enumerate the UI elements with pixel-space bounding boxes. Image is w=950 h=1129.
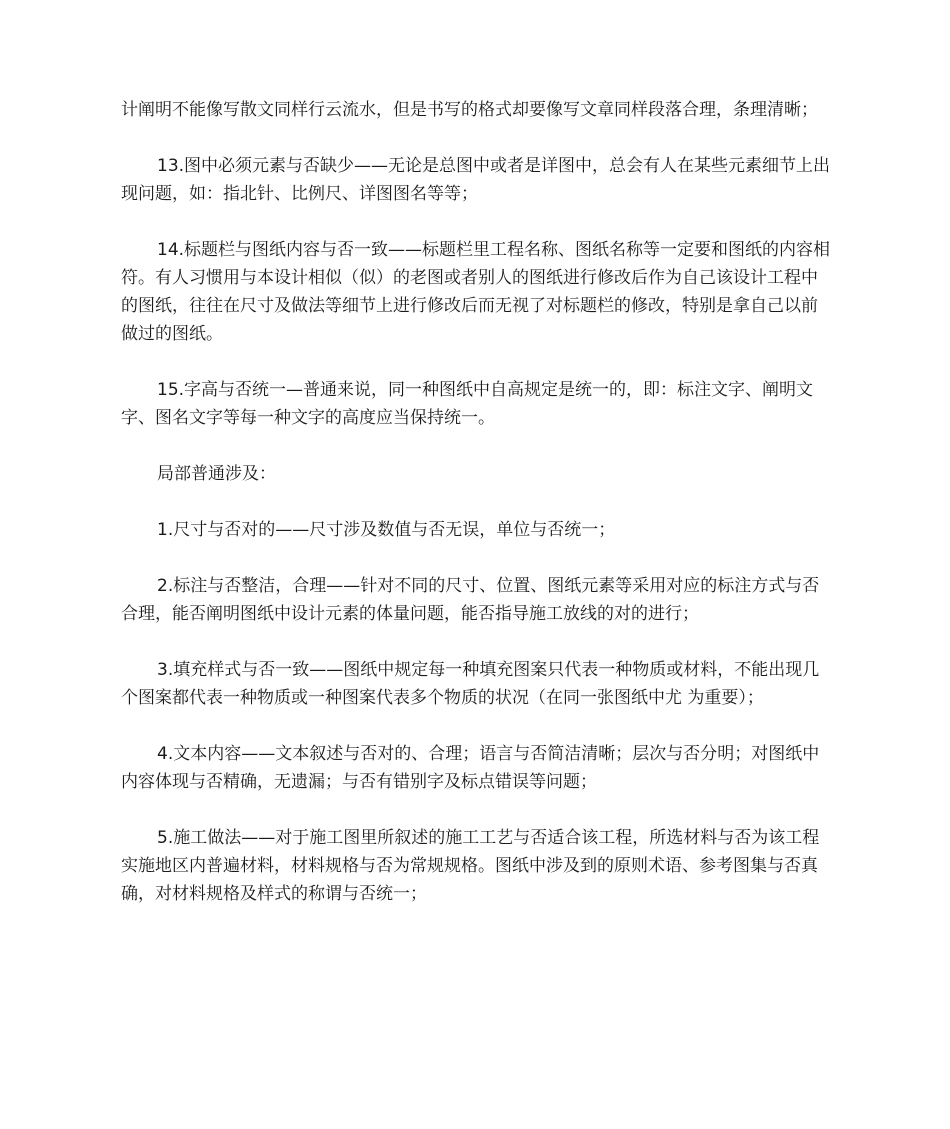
paragraph-continued: 计阐明不能像写散文同样行云流水，但是书写的格式却要像写文章同样段落合理，条理清晰；: [121, 100, 818, 120]
paragraph-item-15: 15.字高与否统一—普通来说，同一种图纸中自高规定是统一的，即：标注文字、阐明文字、图名文字等每一种文字的高度应当保持统一。: [121, 380, 814, 428]
paragraph-item-14: 14.标题栏与图纸内容与否一致——标题栏里工程名称、图纸名称等一定要和图纸的内容相符。有人习惯用与本设计相似（似）的老图或者别人的图纸进行修改后作为自己该设计工程中的图纸，往往在尺寸及做法等细节上进行修改后而无视了对标题栏的修改，特别是拿自己以前做过的图纸。: [121, 240, 831, 344]
paragraph-local-5: 5.施工做法——对于施工图里所叙述的施工工艺与否适合该工程，所选材料与否为该工程实施地区内普遍材料，材料规格与否为常规规格。图纸中涉及到的原则术语、参考图集与否真确，对材料规格及样式的称谓与否统一；: [121, 828, 820, 904]
section-heading-local: 局部普通涉及：: [157, 464, 276, 484]
paragraph-local-1: 1.尺寸与否对的——尺寸涉及数值与否无误，单位与否统一；: [157, 520, 616, 540]
paragraph-local-3: 3.填充样式与否一致——图纸中规定每一种填充图案只代表一种物质或材料，不能出现几个图案都代表一种物质或一种图案代表多个物质的状况（在同一张图纸中尤 为重要）；: [121, 660, 820, 708]
paragraph-local-4: 4.文本内容——文本叙述与否对的、合理；语言与否简洁清晰；层次与否分明；对图纸中内容体现与否精确，无遗漏；与否有错别字及标点错误等问题；: [121, 744, 820, 792]
document-body: [121, 96, 833, 936]
paragraph-item-13: 13.图中必须元素与否缺少——无论是总图中或者是详图中，总会有人在某些元素细节上出现问题，如：指北针、比例尺、详图图名等等；: [121, 156, 831, 204]
paragraph-local-2: 2.标注与否整洁，合理——针对不同的尺寸、位置、图纸元素等采用对应的标注方式与否合理，能否阐明图纸中设计元素的体量问题，能否指导施工放线的对的进行；: [121, 576, 820, 624]
